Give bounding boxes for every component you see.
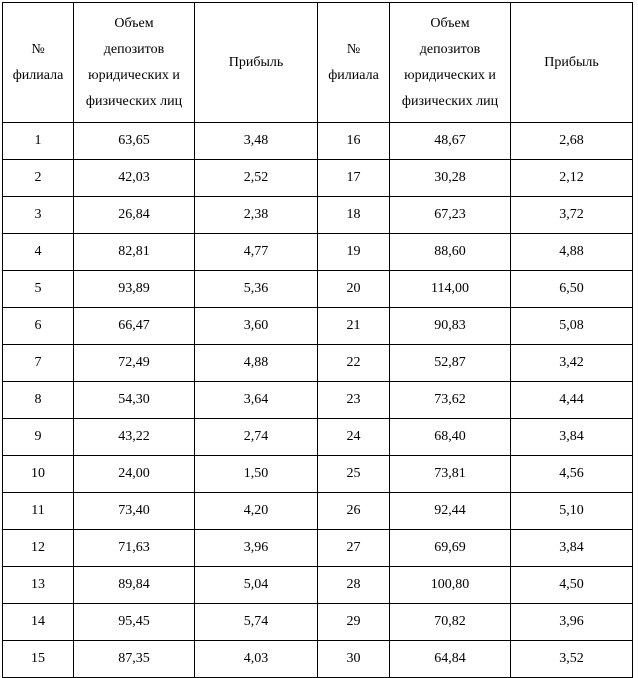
cell-branch-no: 5: [3, 271, 74, 308]
header-text-line: юридических и: [88, 67, 180, 83]
cell-deposit-volume: 67,23: [390, 197, 511, 234]
cell-deposit-volume: 95,45: [74, 604, 195, 641]
cell-deposit-volume: 73,62: [390, 382, 511, 419]
cell-profit: 5,74: [195, 604, 318, 641]
cell-deposit-volume: 73,81: [390, 456, 511, 493]
cell-profit: 3,96: [195, 530, 318, 567]
header-text-line: физических лиц: [85, 93, 183, 109]
cell-deposit-volume: 71,63: [74, 530, 195, 567]
cell-deposit-volume: 93,89: [74, 271, 195, 308]
cell-branch-no: 15: [3, 641, 74, 678]
header-text-line: №: [346, 41, 361, 57]
header-text-line: филиала: [12, 67, 64, 83]
cell-branch-no: 14: [3, 604, 74, 641]
header-text-line: депозитов: [103, 41, 165, 57]
cell-branch-no: 18: [318, 197, 390, 234]
cell-profit: 4,88: [195, 345, 318, 382]
cell-profit: 3,64: [195, 382, 318, 419]
cell-deposit-volume: 92,44: [390, 493, 511, 530]
cell-deposit-volume: 73,40: [74, 493, 195, 530]
cell-deposit-volume: 43,22: [74, 419, 195, 456]
table-body: [3, 3, 633, 678]
cell-deposit-volume: 89,84: [74, 567, 195, 604]
cell-deposit-volume: 42,03: [74, 160, 195, 197]
branch-deposits-table: [2, 2, 633, 678]
cell-profit: 3,42: [511, 345, 633, 382]
header-text-line: Прибыль: [544, 54, 599, 70]
cell-profit: 4,77: [195, 234, 318, 271]
cell-deposit-volume: 63,65: [74, 123, 195, 160]
table-row: [3, 456, 633, 493]
cell-branch-no: 9: [3, 419, 74, 456]
header-text-line: Объем: [114, 15, 154, 31]
cell-deposit-volume: 68,40: [390, 419, 511, 456]
table-row: [3, 123, 633, 160]
cell-deposit-volume: 24,00: [74, 456, 195, 493]
cell-profit: 1,50: [195, 456, 318, 493]
header-deposits-right: [390, 3, 511, 123]
cell-profit: 4,03: [195, 641, 318, 678]
cell-profit: 2,52: [195, 160, 318, 197]
cell-profit: 5,10: [511, 493, 633, 530]
cell-branch-no: 12: [3, 530, 74, 567]
cell-profit: 2,38: [195, 197, 318, 234]
cell-branch-no: 30: [318, 641, 390, 678]
cell-branch-no: 29: [318, 604, 390, 641]
cell-branch-no: 17: [318, 160, 390, 197]
cell-profit: 3,72: [511, 197, 633, 234]
cell-branch-no: 11: [3, 493, 74, 530]
cell-branch-no: 4: [3, 234, 74, 271]
table-row: [3, 641, 633, 678]
cell-branch-no: 26: [318, 493, 390, 530]
table-row: [3, 493, 633, 530]
table-row: [3, 197, 633, 234]
cell-branch-no: 7: [3, 345, 74, 382]
cell-branch-no: 28: [318, 567, 390, 604]
cell-deposit-volume: 114,00: [390, 271, 511, 308]
header-text-line: филиала: [328, 67, 379, 83]
table-row: [3, 308, 633, 345]
header-text-line: Объем: [430, 15, 470, 31]
cell-branch-no: 8: [3, 382, 74, 419]
cell-profit: 4,56: [511, 456, 633, 493]
cell-profit: 2,12: [511, 160, 633, 197]
cell-branch-no: 20: [318, 271, 390, 308]
cell-profit: 3,84: [511, 419, 633, 456]
cell-branch-no: 22: [318, 345, 390, 382]
header-text-line: юридических и: [404, 67, 496, 83]
table-row: [3, 160, 633, 197]
cell-profit: 3,84: [511, 530, 633, 567]
cell-branch-no: 19: [318, 234, 390, 271]
cell-profit: 3,48: [195, 123, 318, 160]
header-branch-no-left: [3, 3, 74, 123]
header-deposits-left: [74, 3, 195, 123]
cell-profit: 5,04: [195, 567, 318, 604]
cell-deposit-volume: 72,49: [74, 345, 195, 382]
header-row: [3, 3, 633, 123]
header-profit-right: [511, 3, 633, 123]
cell-branch-no: 6: [3, 308, 74, 345]
cell-deposit-volume: 64,84: [390, 641, 511, 678]
cell-branch-no: 1: [3, 123, 74, 160]
table-row: [3, 419, 633, 456]
cell-profit: 2,74: [195, 419, 318, 456]
cell-profit: 6,50: [511, 271, 633, 308]
cell-deposit-volume: 26,84: [74, 197, 195, 234]
cell-profit: 4,88: [511, 234, 633, 271]
cell-branch-no: 21: [318, 308, 390, 345]
header-text-line: депозитов: [419, 41, 481, 57]
cell-deposit-volume: 52,87: [390, 345, 511, 382]
table-row: [3, 604, 633, 641]
table-row: [3, 567, 633, 604]
header-text-line: №: [31, 41, 45, 57]
cell-branch-no: 3: [3, 197, 74, 234]
cell-branch-no: 25: [318, 456, 390, 493]
cell-deposit-volume: 69,69: [390, 530, 511, 567]
cell-profit: 4,20: [195, 493, 318, 530]
header-text-line: физических лиц: [401, 93, 499, 109]
cell-deposit-volume: 90,83: [390, 308, 511, 345]
cell-deposit-volume: 70,82: [390, 604, 511, 641]
cell-profit: 2,68: [511, 123, 633, 160]
table-row: [3, 382, 633, 419]
cell-branch-no: 24: [318, 419, 390, 456]
cell-deposit-volume: 54,30: [74, 382, 195, 419]
cell-branch-no: 27: [318, 530, 390, 567]
cell-branch-no: 2: [3, 160, 74, 197]
cell-branch-no: 16: [318, 123, 390, 160]
cell-branch-no: 23: [318, 382, 390, 419]
table-row: [3, 271, 633, 308]
header-profit-left: [195, 3, 318, 123]
cell-deposit-volume: 48,67: [390, 123, 511, 160]
cell-profit: 3,96: [511, 604, 633, 641]
table-row: [3, 234, 633, 271]
cell-profit: 3,52: [511, 641, 633, 678]
cell-profit: 5,08: [511, 308, 633, 345]
table-row: [3, 345, 633, 382]
cell-deposit-volume: 87,35: [74, 641, 195, 678]
cell-deposit-volume: 66,47: [74, 308, 195, 345]
table-row: [3, 530, 633, 567]
header-branch-no-right: [318, 3, 390, 123]
cell-profit: 5,36: [195, 271, 318, 308]
cell-profit: 4,50: [511, 567, 633, 604]
cell-deposit-volume: 82,81: [74, 234, 195, 271]
header-text-line: Прибыль: [228, 54, 284, 70]
cell-deposit-volume: 100,80: [390, 567, 511, 604]
cell-branch-no: 13: [3, 567, 74, 604]
cell-profit: 3,60: [195, 308, 318, 345]
cell-deposit-volume: 30,28: [390, 160, 511, 197]
cell-branch-no: 10: [3, 456, 74, 493]
cell-profit: 4,44: [511, 382, 633, 419]
cell-deposit-volume: 88,60: [390, 234, 511, 271]
